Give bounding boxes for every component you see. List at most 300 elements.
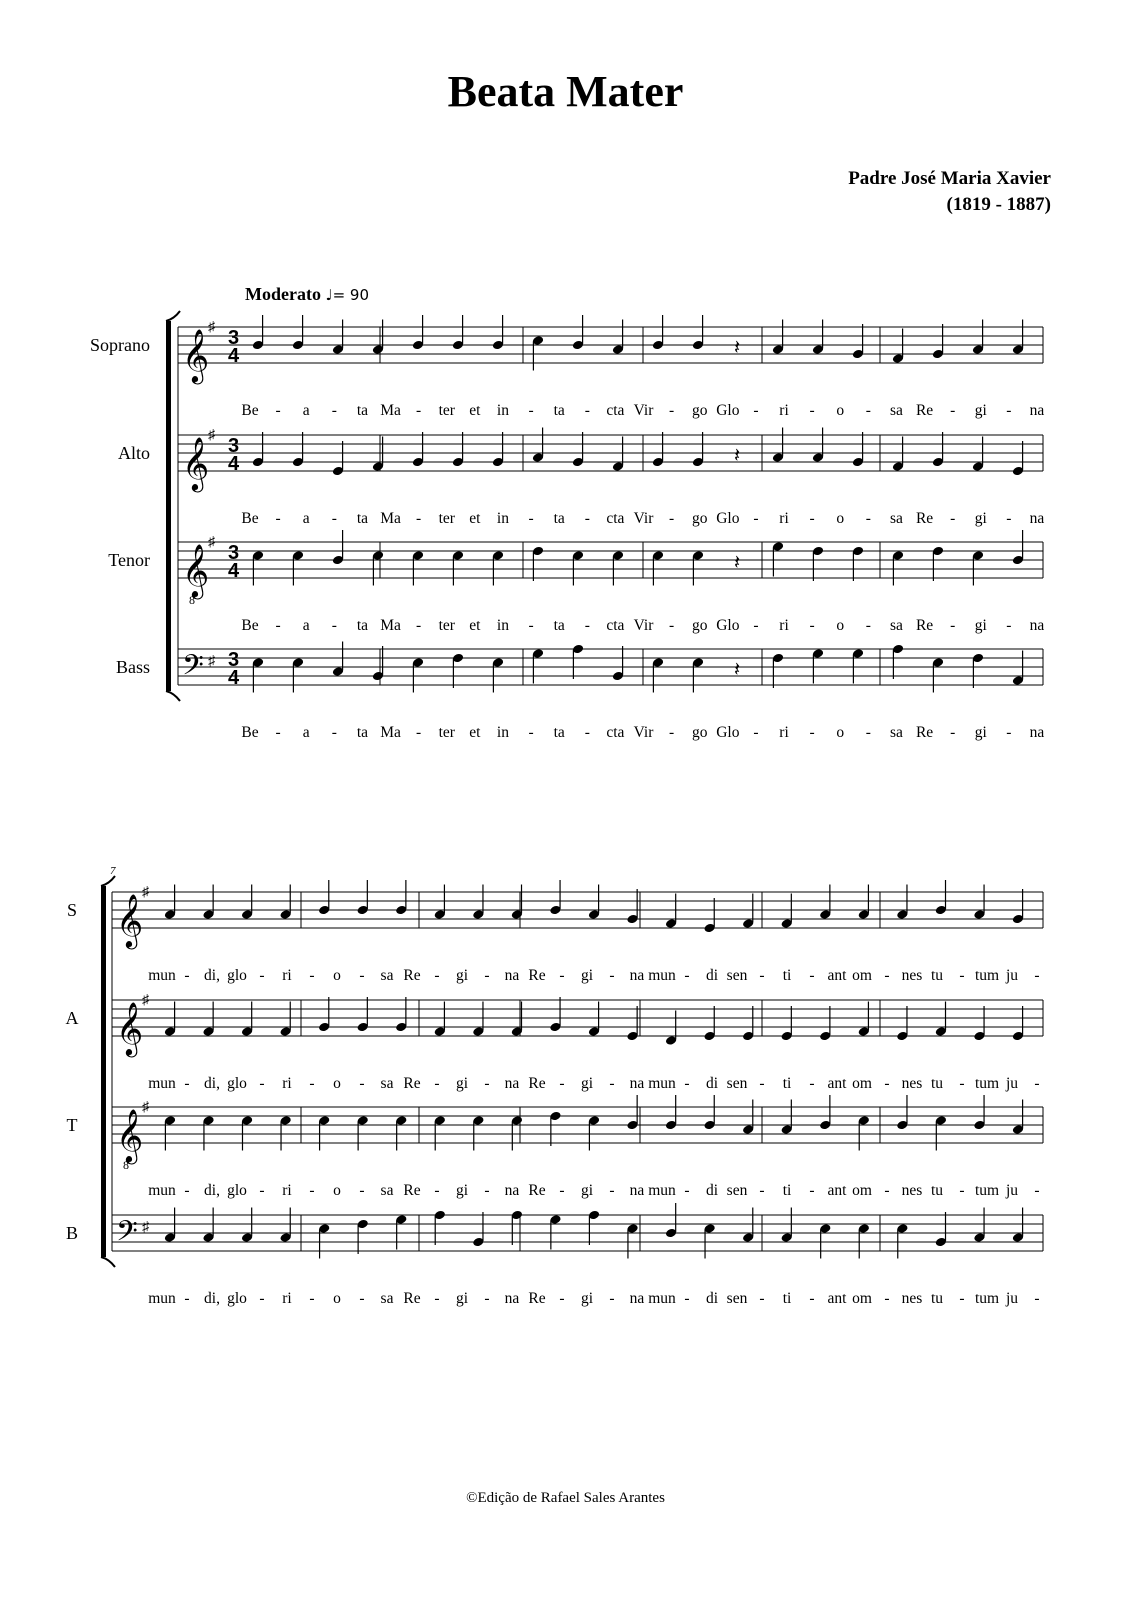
lyric-syllable: cta bbox=[606, 724, 625, 741]
lyric-syllable: - bbox=[309, 1290, 315, 1307]
system-bracket bbox=[166, 321, 171, 691]
lyric-syllable: ju bbox=[1005, 1290, 1019, 1307]
lyric-syllable: - bbox=[809, 967, 815, 984]
lyric-syllable: Re bbox=[403, 1290, 421, 1307]
lyric-syllable: Vir bbox=[633, 510, 654, 527]
lyric-syllable: - bbox=[484, 1182, 490, 1199]
bass-clef-icon: 𝄢 bbox=[116, 1215, 138, 1255]
lyric-syllable: - bbox=[959, 1290, 965, 1307]
sharp-icon: ♯ bbox=[208, 535, 215, 550]
lyric-syllable: - bbox=[359, 1182, 365, 1199]
treble-clef-icon: 𝄞 bbox=[116, 1001, 144, 1055]
sharp-icon: ♯ bbox=[142, 1220, 149, 1235]
lyric-syllable: mun bbox=[148, 1182, 176, 1199]
lyric-syllable: sen bbox=[726, 1182, 748, 1199]
lyric-syllable: om bbox=[852, 1182, 872, 1199]
staff-label: Soprano bbox=[90, 335, 150, 355]
lyric-syllable: in bbox=[496, 617, 509, 634]
lyric-syllable: - bbox=[865, 617, 871, 634]
edition-footer: ©Edição de Rafael Sales Arantes bbox=[466, 1490, 665, 1506]
lyric-syllable: go bbox=[691, 402, 708, 419]
lyric-syllable: - bbox=[609, 1182, 615, 1199]
lyric-syllable: ta bbox=[553, 724, 565, 741]
lyric-syllable: - bbox=[528, 510, 534, 527]
lyric-syllable: glo bbox=[227, 967, 247, 984]
lyric-syllable: - bbox=[684, 1182, 690, 1199]
page-title: Beata Mater bbox=[447, 67, 684, 116]
lyric-syllable: na bbox=[629, 1290, 645, 1307]
lyric-syllable: na bbox=[504, 967, 520, 984]
lyric-syllable: - bbox=[259, 1075, 265, 1092]
lyric-syllable: - bbox=[884, 967, 890, 984]
lyric-syllable: ta bbox=[553, 510, 565, 527]
lyric-syllable: Vir bbox=[633, 402, 654, 419]
lyric-syllable: tu bbox=[930, 1182, 944, 1199]
lyric-syllable: - bbox=[609, 1075, 615, 1092]
lyric-syllable: - bbox=[275, 617, 281, 634]
staff-label: Bass bbox=[115, 657, 150, 677]
tempo-bpm: = 90 bbox=[332, 286, 369, 304]
lyric-syllable: - bbox=[184, 1182, 190, 1199]
lyric-syllable: nes bbox=[901, 1290, 923, 1307]
lyric-syllable: - bbox=[559, 1182, 565, 1199]
lyric-syllable: na bbox=[1029, 617, 1045, 634]
lyric-syllable: - bbox=[528, 617, 534, 634]
lyric-syllable: sen bbox=[726, 1290, 748, 1307]
lyric-syllable: - bbox=[484, 967, 490, 984]
rest-icon: 𝄽 bbox=[734, 550, 741, 574]
lyric-syllable: na bbox=[504, 1075, 520, 1092]
lyric-syllable: gi bbox=[455, 1290, 469, 1307]
lyric-syllable: - bbox=[1034, 1290, 1040, 1307]
lyric-syllable: di, bbox=[204, 1182, 220, 1199]
lyric-syllable: - bbox=[809, 1290, 815, 1307]
lyric-syllable: di, bbox=[204, 1290, 220, 1307]
lyric-syllable: a bbox=[302, 510, 310, 527]
treble-clef-icon: 𝄞 bbox=[182, 543, 210, 597]
lyric-syllable: - bbox=[809, 1075, 815, 1092]
lyric-syllable: sa bbox=[890, 510, 903, 527]
lyric-syllable: mun bbox=[148, 1290, 176, 1307]
lyric-syllable: ju bbox=[1005, 967, 1019, 984]
lyric-syllable: o bbox=[333, 967, 341, 984]
lyric-syllable: Re bbox=[915, 724, 934, 741]
lyric-syllable: Be bbox=[241, 724, 259, 741]
lyric-syllable: - bbox=[1006, 402, 1012, 419]
lyric-syllable: di bbox=[705, 1075, 719, 1092]
lyric-syllable: ri bbox=[282, 967, 292, 984]
time-signature-top: 3 bbox=[228, 435, 240, 457]
lyric-syllable: - bbox=[865, 510, 871, 527]
lyric-syllable: - bbox=[528, 724, 534, 741]
lyric-syllable: ta bbox=[356, 724, 369, 741]
lyric-syllable: Re bbox=[528, 1290, 546, 1307]
lyric-syllable: o bbox=[836, 510, 845, 527]
lyric-syllable: - bbox=[884, 1290, 890, 1307]
lyric-syllable: Re bbox=[528, 1075, 546, 1092]
lyric-syllable: gi bbox=[974, 402, 987, 419]
bracket-hook-bottom bbox=[166, 691, 180, 701]
lyric-syllable: gi bbox=[974, 724, 987, 741]
lyric-syllable: na bbox=[629, 1182, 645, 1199]
treble-clef-icon: 𝄞 bbox=[182, 328, 210, 382]
lyric-syllable: ju bbox=[1005, 1182, 1019, 1199]
staff-label: B bbox=[65, 1223, 79, 1243]
lyric-syllable: - bbox=[865, 402, 871, 419]
lyric-syllable: in bbox=[496, 724, 509, 741]
lyric-syllable: Re bbox=[403, 967, 421, 984]
lyric-syllable: - bbox=[669, 510, 675, 527]
sharp-icon: ♯ bbox=[142, 1100, 149, 1115]
lyric-syllable: ta bbox=[356, 402, 369, 419]
lyric-syllable: ju bbox=[1005, 1075, 1019, 1092]
lyric-syllable: Vir bbox=[633, 724, 654, 741]
lyric-syllable: na bbox=[504, 1290, 520, 1307]
lyric-syllable: - bbox=[753, 617, 759, 634]
treble-clef-icon: 𝄞 bbox=[116, 1108, 144, 1162]
lyric-syllable: - bbox=[1034, 1075, 1040, 1092]
lyric-syllable: - bbox=[865, 724, 871, 741]
lyric-syllable: - bbox=[884, 1075, 890, 1092]
time-signature-top: 3 bbox=[228, 327, 240, 349]
time-signature-bottom: 4 bbox=[228, 667, 240, 689]
lyric-syllable: - bbox=[609, 1290, 615, 1307]
lyric-syllable: - bbox=[950, 617, 956, 634]
lyric-syllable: - bbox=[184, 1075, 190, 1092]
lyric-syllable: nes bbox=[901, 1182, 923, 1199]
lyric-syllable: o bbox=[836, 402, 845, 419]
lyric-syllable: - bbox=[584, 402, 590, 419]
composer-dates: (1819 - 1887) bbox=[946, 194, 1051, 215]
lyric-syllable: ri bbox=[779, 617, 789, 634]
lyric-syllable: om bbox=[852, 1290, 872, 1307]
lyric-syllable: - bbox=[416, 724, 422, 741]
lyric-syllable: o bbox=[333, 1290, 341, 1307]
lyric-syllable: ter bbox=[438, 724, 455, 741]
lyric-syllable: - bbox=[1006, 617, 1012, 634]
lyric-syllable: - bbox=[1034, 1182, 1040, 1199]
lyric-syllable: - bbox=[559, 1075, 565, 1092]
lyric-syllable: mun bbox=[648, 1075, 676, 1092]
lyric-syllable: - bbox=[759, 1075, 765, 1092]
lyric-syllable: - bbox=[359, 1290, 365, 1307]
lyric-syllable: - bbox=[259, 1290, 265, 1307]
lyric-syllable: - bbox=[584, 724, 590, 741]
rest-icon: 𝄽 bbox=[734, 335, 741, 359]
lyric-syllable: in bbox=[496, 402, 509, 419]
lyric-syllable: - bbox=[759, 1182, 765, 1199]
lyric-syllable: gi bbox=[455, 1182, 469, 1199]
lyric-syllable: - bbox=[759, 1290, 765, 1307]
lyric-syllable: ri bbox=[779, 724, 789, 741]
lyric-syllable: - bbox=[434, 1075, 440, 1092]
lyric-syllable: tum bbox=[974, 967, 1000, 984]
lyric-syllable: ta bbox=[356, 510, 369, 527]
lyric-syllable: - bbox=[359, 967, 365, 984]
lyric-syllable: - bbox=[753, 510, 759, 527]
lyric-syllable: Be bbox=[241, 510, 259, 527]
lyric-syllable: mun bbox=[648, 1182, 676, 1199]
bracket-hook-top bbox=[166, 311, 180, 321]
lyric-syllable: - bbox=[259, 1182, 265, 1199]
lyric-syllable: - bbox=[950, 402, 956, 419]
lyric-syllable: Re bbox=[528, 1182, 546, 1199]
time-signature-top: 3 bbox=[228, 542, 240, 564]
lyric-syllable: ri bbox=[779, 402, 789, 419]
lyric-syllable: - bbox=[809, 617, 815, 634]
lyric-syllable: ti bbox=[782, 1075, 792, 1092]
staff-label: T bbox=[66, 1115, 78, 1135]
lyric-syllable: o bbox=[836, 617, 845, 634]
lyric-syllable: - bbox=[331, 402, 337, 419]
lyric-syllable: gi bbox=[580, 1075, 594, 1092]
quarter-note-icon: ♩ bbox=[325, 286, 333, 304]
rest-icon: 𝄽 bbox=[734, 657, 741, 681]
lyric-syllable: go bbox=[691, 724, 708, 741]
lyric-syllable: gi bbox=[974, 617, 987, 634]
lyric-syllable: a bbox=[302, 617, 310, 634]
treble-clef-icon: 𝄞 bbox=[182, 436, 210, 490]
lyric-syllable: - bbox=[275, 402, 281, 419]
bass-clef-icon: 𝄢 bbox=[182, 649, 204, 689]
lyric-syllable: gi bbox=[455, 967, 469, 984]
lyric-syllable: di bbox=[705, 1290, 719, 1307]
lyric-syllable: in bbox=[496, 510, 509, 527]
lyric-syllable: ant bbox=[827, 1290, 847, 1307]
staff-label: A bbox=[65, 1008, 79, 1028]
lyric-syllable: - bbox=[669, 724, 675, 741]
lyric-syllable: Ma bbox=[380, 402, 401, 419]
lyric-syllable: ta bbox=[553, 402, 565, 419]
lyric-syllable: ter bbox=[438, 617, 455, 634]
lyric-syllable: - bbox=[331, 617, 337, 634]
lyric-syllable: - bbox=[559, 967, 565, 984]
lyric-syllable: tu bbox=[930, 1290, 944, 1307]
lyric-syllable: ri bbox=[779, 510, 789, 527]
sharp-icon: ♯ bbox=[208, 428, 215, 443]
bracket-hook-top bbox=[101, 876, 115, 886]
lyric-syllable: a bbox=[302, 402, 310, 419]
lyric-syllable: - bbox=[434, 1290, 440, 1307]
lyric-syllable: mun bbox=[148, 967, 176, 984]
lyric-syllable: na bbox=[504, 1182, 520, 1199]
lyric-syllable: ri bbox=[282, 1182, 292, 1199]
lyric-syllable: ta bbox=[553, 617, 565, 634]
lyric-syllable: - bbox=[684, 967, 690, 984]
octave-marker: 8 bbox=[123, 1158, 129, 1172]
lyric-syllable: - bbox=[950, 724, 956, 741]
lyric-syllable: om bbox=[852, 1075, 872, 1092]
lyric-syllable: tu bbox=[930, 1075, 944, 1092]
lyric-syllable: go bbox=[691, 617, 708, 634]
lyric-syllable: na bbox=[1029, 402, 1045, 419]
time-signature-bottom: 4 bbox=[228, 345, 240, 367]
lyric-syllable: Re bbox=[915, 402, 934, 419]
lyric-syllable: - bbox=[309, 1075, 315, 1092]
lyric-syllable: - bbox=[184, 1290, 190, 1307]
lyric-syllable: nes bbox=[901, 967, 923, 984]
lyric-syllable: - bbox=[759, 967, 765, 984]
lyric-syllable: nes bbox=[901, 1075, 923, 1092]
lyric-syllable: - bbox=[684, 1075, 690, 1092]
lyric-syllable: Re bbox=[403, 1075, 421, 1092]
lyric-syllable: o bbox=[836, 724, 845, 741]
lyric-syllable: gi bbox=[580, 1182, 594, 1199]
lyric-syllable: - bbox=[684, 1290, 690, 1307]
staff-label: S bbox=[66, 900, 78, 920]
lyric-syllable: cta bbox=[606, 402, 625, 419]
lyric-syllable: ri bbox=[282, 1290, 292, 1307]
lyric-syllable: cta bbox=[606, 510, 625, 527]
lyric-syllable: - bbox=[434, 967, 440, 984]
lyric-syllable: go bbox=[691, 510, 708, 527]
lyric-syllable: ti bbox=[782, 1290, 792, 1307]
lyric-syllable: - bbox=[484, 1075, 490, 1092]
lyric-syllable: sa bbox=[380, 967, 394, 984]
lyric-syllable: om bbox=[852, 967, 872, 984]
staff-label: Tenor bbox=[108, 550, 150, 570]
lyric-syllable: Glo bbox=[716, 724, 740, 741]
lyric-syllable: - bbox=[584, 510, 590, 527]
lyric-syllable: Ma bbox=[380, 510, 401, 527]
lyric-syllable: - bbox=[809, 402, 815, 419]
lyric-syllable: - bbox=[950, 510, 956, 527]
lyric-syllable: ti bbox=[782, 1182, 792, 1199]
lyric-syllable: mun bbox=[148, 1075, 176, 1092]
lyric-syllable: gi bbox=[974, 510, 987, 527]
lyric-syllable: - bbox=[669, 402, 675, 419]
lyric-syllable: - bbox=[809, 724, 815, 741]
lyric-syllable: sa bbox=[890, 724, 903, 741]
lyric-syllable: sen bbox=[726, 1075, 748, 1092]
lyric-syllable: Glo bbox=[716, 510, 740, 527]
lyric-syllable: - bbox=[259, 967, 265, 984]
lyric-syllable: Re bbox=[528, 967, 546, 984]
lyric-syllable: glo bbox=[227, 1182, 247, 1199]
lyric-syllable: - bbox=[584, 617, 590, 634]
lyric-syllable: Ma bbox=[380, 724, 401, 741]
lyric-syllable: tu bbox=[930, 967, 944, 984]
lyric-syllable: sa bbox=[890, 402, 903, 419]
lyric-syllable: et bbox=[469, 402, 481, 419]
lyric-syllable: - bbox=[416, 617, 422, 634]
lyric-syllable: - bbox=[331, 510, 337, 527]
lyric-syllable: di, bbox=[204, 967, 220, 984]
lyric-syllable: Ma bbox=[380, 617, 401, 634]
lyric-syllable: gi bbox=[580, 967, 594, 984]
sharp-icon: ♯ bbox=[142, 885, 149, 900]
sharp-icon: ♯ bbox=[142, 993, 149, 1008]
lyric-syllable: - bbox=[275, 510, 281, 527]
lyric-syllable: sa bbox=[890, 617, 903, 634]
lyric-syllable: et bbox=[469, 724, 481, 741]
lyric-syllable: - bbox=[959, 967, 965, 984]
lyric-syllable: gi bbox=[455, 1075, 469, 1092]
lyric-syllable: ti bbox=[782, 967, 792, 984]
lyric-syllable: ant bbox=[827, 1182, 847, 1199]
lyric-syllable: di bbox=[705, 1182, 719, 1199]
lyric-syllable: - bbox=[184, 967, 190, 984]
lyric-syllable: - bbox=[416, 510, 422, 527]
lyric-syllable: a bbox=[302, 724, 310, 741]
lyric-syllable: - bbox=[416, 402, 422, 419]
measure-number: 7 bbox=[110, 865, 116, 877]
time-signature-bottom: 4 bbox=[228, 453, 240, 475]
lyric-syllable: ta bbox=[356, 617, 369, 634]
lyric-syllable: - bbox=[275, 724, 281, 741]
rest-icon: 𝄽 bbox=[734, 443, 741, 467]
lyric-syllable: - bbox=[309, 967, 315, 984]
time-signature-top: 3 bbox=[228, 649, 240, 671]
treble-clef-icon: 𝄞 bbox=[116, 893, 144, 947]
lyric-syllable: - bbox=[959, 1075, 965, 1092]
lyric-syllable: - bbox=[359, 1075, 365, 1092]
lyric-syllable: Be bbox=[241, 617, 259, 634]
lyric-syllable: di bbox=[705, 967, 719, 984]
lyric-syllable: mun bbox=[648, 1290, 676, 1307]
lyric-syllable: na bbox=[1029, 724, 1045, 741]
staff-label: Alto bbox=[117, 443, 150, 463]
lyric-syllable: - bbox=[753, 402, 759, 419]
bracket-hook-bottom bbox=[101, 1257, 115, 1267]
lyric-syllable: tum bbox=[974, 1075, 1000, 1092]
lyric-syllable: Re bbox=[403, 1182, 421, 1199]
lyric-syllable: ant bbox=[827, 1075, 847, 1092]
lyric-syllable: - bbox=[1006, 510, 1012, 527]
lyric-syllable: Glo bbox=[716, 617, 740, 634]
lyric-syllable: Re bbox=[915, 617, 934, 634]
tempo-text: Moderato bbox=[245, 284, 321, 304]
lyric-syllable: - bbox=[1006, 724, 1012, 741]
lyric-syllable: - bbox=[669, 617, 675, 634]
lyric-syllable: - bbox=[809, 1182, 815, 1199]
lyric-syllable: sa bbox=[380, 1075, 394, 1092]
lyric-syllable: ant bbox=[827, 967, 847, 984]
lyric-syllable: - bbox=[1034, 967, 1040, 984]
lyric-syllable: mun bbox=[648, 967, 676, 984]
lyric-syllable: tum bbox=[974, 1290, 1000, 1307]
lyric-syllable: di, bbox=[204, 1075, 220, 1092]
octave-marker: 8 bbox=[189, 593, 195, 607]
lyric-syllable: o bbox=[333, 1182, 341, 1199]
composer-name: Padre José Maria Xavier bbox=[848, 168, 1051, 189]
lyric-syllable: - bbox=[434, 1182, 440, 1199]
lyric-syllable: - bbox=[959, 1182, 965, 1199]
lyric-syllable: na bbox=[629, 967, 645, 984]
lyric-syllable: - bbox=[309, 1182, 315, 1199]
lyric-syllable: - bbox=[331, 724, 337, 741]
lyric-syllable: Be bbox=[241, 402, 259, 419]
sharp-icon: ♯ bbox=[208, 320, 215, 335]
lyric-syllable: na bbox=[1029, 510, 1045, 527]
system-bracket bbox=[101, 886, 106, 1257]
sharp-icon: ♯ bbox=[208, 654, 215, 669]
lyric-syllable: Re bbox=[915, 510, 934, 527]
lyric-syllable: - bbox=[484, 1290, 490, 1307]
time-signature-bottom: 4 bbox=[228, 560, 240, 582]
lyric-syllable: et bbox=[469, 617, 481, 634]
lyric-syllable: tum bbox=[974, 1182, 1000, 1199]
lyric-syllable: o bbox=[333, 1075, 341, 1092]
lyric-syllable: sa bbox=[380, 1182, 394, 1199]
lyric-syllable: Glo bbox=[716, 402, 740, 419]
lyric-syllable: gi bbox=[580, 1290, 594, 1307]
lyric-syllable: glo bbox=[227, 1290, 247, 1307]
lyric-syllable: na bbox=[629, 1075, 645, 1092]
lyric-syllable: - bbox=[753, 724, 759, 741]
lyric-syllable: sa bbox=[380, 1290, 394, 1307]
lyric-syllable: glo bbox=[227, 1075, 247, 1092]
